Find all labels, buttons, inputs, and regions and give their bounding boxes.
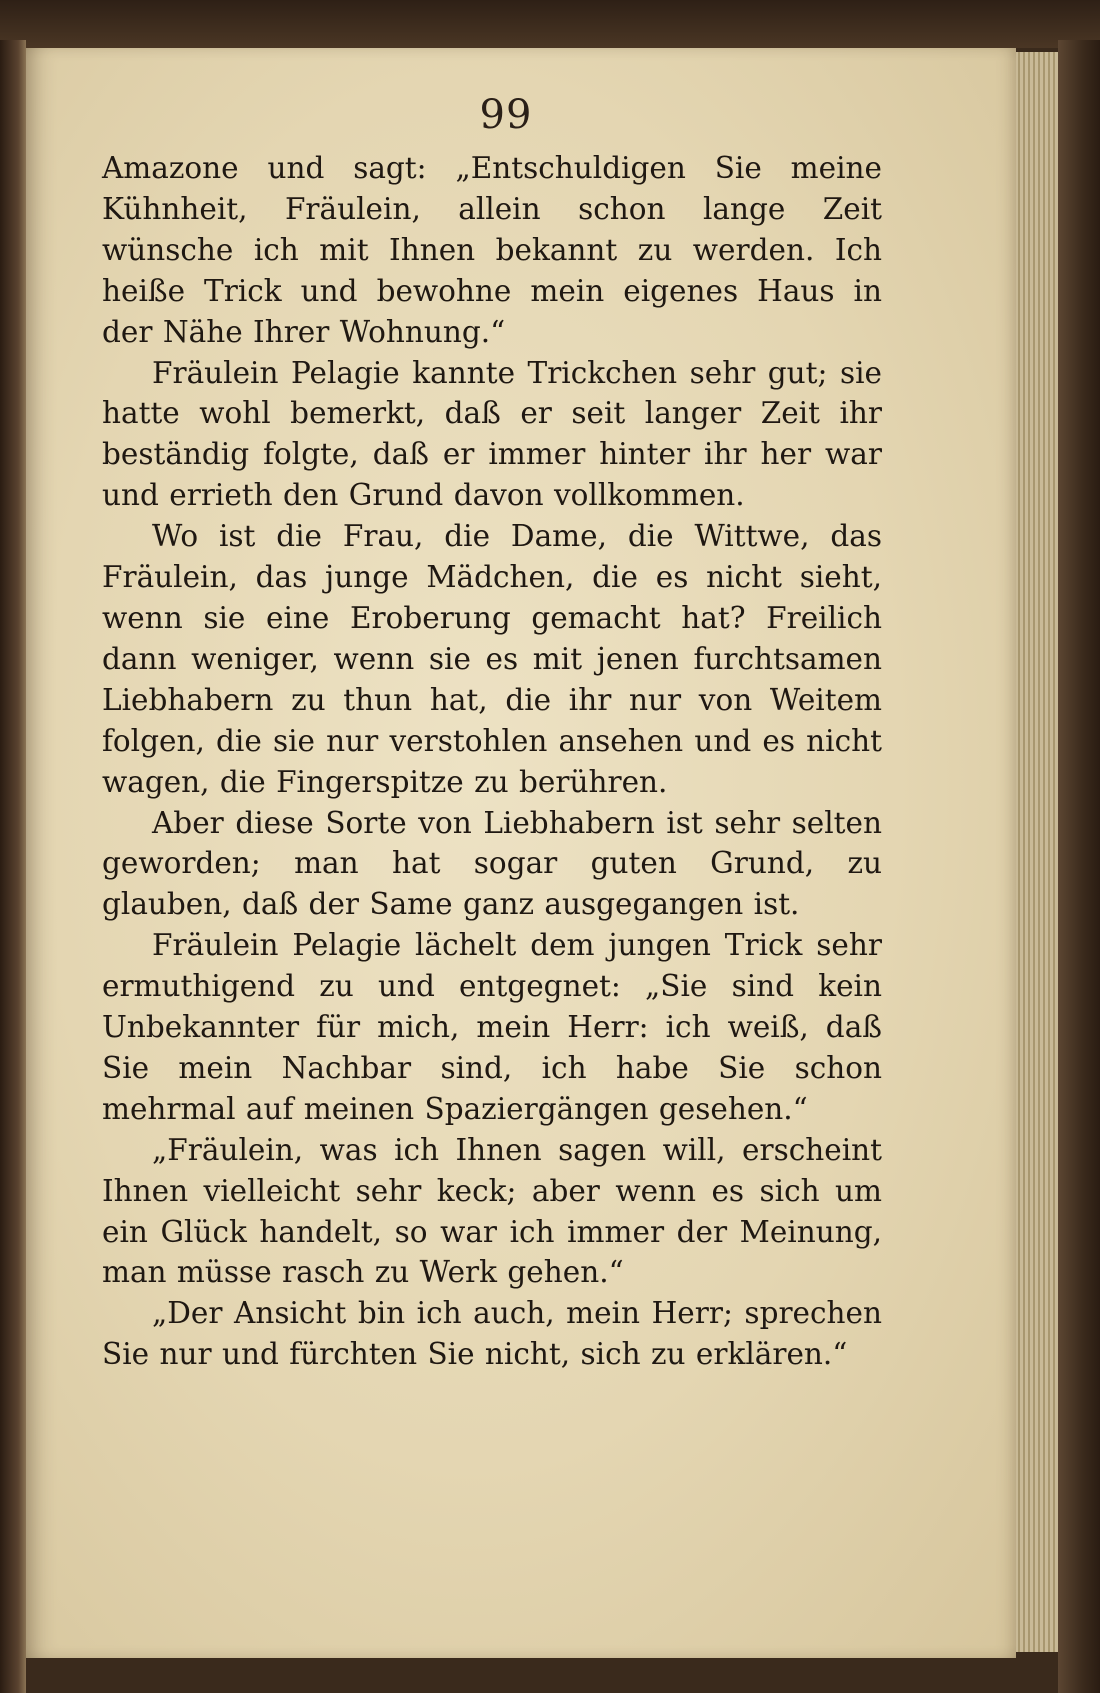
page-number: 99: [479, 92, 533, 138]
page-stack-edge: [1010, 52, 1060, 1652]
book-cover-top: [0, 0, 1100, 48]
book-page: [26, 48, 1016, 1658]
paragraph-4: Aber diese Sorte von Liebhabern ist sehr selten geworden; man hat sogar guten Grund, zu glauben, daß der Same ganz ausgegangen ist.: [102, 805, 882, 922]
paragraph-5: Fräulein Pelagie lächelt dem jungen Trick sehr ermuthigend zu und entgegnet: „Sie sind kein Unbekannter für mich, mein Herr: ich weiß, daß Sie mein Nachbar sind, ich habe Sie schon mehrmal auf meinen Spaziergängen gesehen.“: [102, 928, 882, 1126]
paragraph-2: Fräulein Pelagie kannte Trickchen sehr gut; sie hatte wohl bemerkt, daß er seit langer Zeit ihr beständig folgte, daß er immer hinter ihr her war und errieth den Grund davon vollkommen.: [102, 355, 882, 513]
paragraph-6: „Fräulein, was ich Ihnen sagen will, erscheint Ihnen vielleicht sehr keck; aber wenn es sich um ein Glück handelt, so war ich immer der Meinung, man müsse rasch zu Werk gehen.“: [102, 1132, 882, 1290]
book-spine-edge: [0, 40, 26, 1693]
book-cover-right: [1058, 40, 1100, 1693]
paragraph-1: Amazone und sagt: „Entschuldigen Sie meine Kühnheit, Fräulein, allein schon lange Zeit wünsche ich mit Ihnen bekannt zu werden. Ich heiße Trick und bewohne mein eigenes Haus in der Nähe Ihrer Wohnung.“: [102, 151, 882, 349]
paragraph-7: „Der Ansicht bin ich auch, mein Herr; sprechen Sie nur und fürchten Sie nicht, sich zu erklären.“: [102, 1296, 882, 1372]
page-text: [102, 148, 882, 1375]
paragraph-3: Wo ist die Frau, die Dame, die Wittwe, das Fräulein, das junge Mädchen, die es nicht sieht, wenn sie eine Eroberung gemacht hat? Freilich dann weniger, wenn sie es mit jenen furchtsamen Liebhabern zu thun hat, die ihr nur von Weitem folgen, die sie nur verstohlen ansehen und es nicht wagen, die Fingerspitze zu berühren.: [102, 519, 882, 799]
